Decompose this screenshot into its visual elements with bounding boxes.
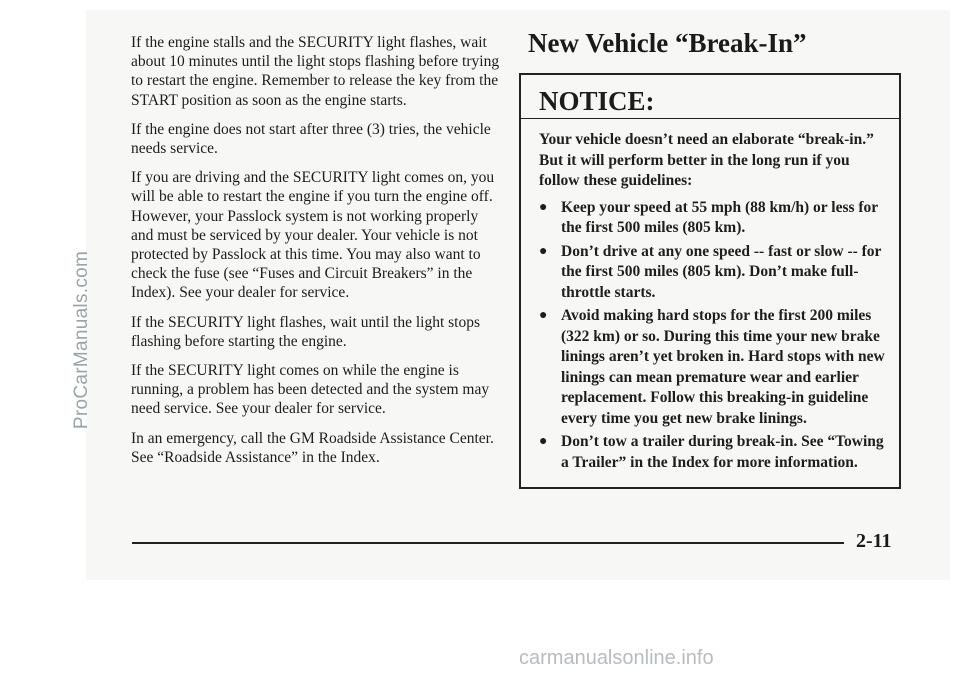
paragraph-emergency: In an emergency, call the GM Roadside Assistance Center. See “Roadside Assistance” in the Index. xyxy=(131,429,494,466)
list-item xyxy=(539,432,885,473)
footer-rule xyxy=(132,542,844,544)
bullet-icon: ● xyxy=(539,308,548,323)
list-item xyxy=(539,198,885,239)
page-number: 2-11 xyxy=(856,530,892,552)
side-watermark: ProCarManuals.com xyxy=(71,250,92,430)
list-item-text: Avoid making hard stops for the first 200 miles (322 km) or so. During this time your new brake linings aren’t yet broken in. Hard stops with new linings can mean premature wear and earlier replacement. Follow this breaking-in guideline every time you get new brake linings. xyxy=(561,307,885,427)
notice-title: NOTICE: xyxy=(521,75,899,119)
bottom-watermark: carmanualsonline.info xyxy=(519,647,714,669)
paragraph-three-tries: If the engine does not start after three (3) tries, the vehicle needs service. xyxy=(131,120,491,158)
paragraph-security-light-flashes: If the SECURITY light flashes, wait until the light stops flashing before starting the engine. xyxy=(131,313,481,350)
paragraph-problem-detected: If the SECURITY light comes on while the engine is running, a problem has been detected and the system may need service. See your dealer for service. xyxy=(131,362,490,418)
list-item-text: Don’t tow a trailer during break-in. See “Towing a Trailer” in the Index for more information. xyxy=(561,433,884,471)
paragraph-engine-stalls: If the engine stalls and the SECURITY light flashes, wait about 10 minutes until the light stops flashing before trying to restart the engine. Remember to release the key from the START position as soon as the engine starts. xyxy=(131,34,500,109)
list-item-text: Don’t drive at any one speed -- fast or slow -- for the first 500 miles (805 km). Don’t make full-throttle starts. xyxy=(561,242,882,301)
notice-intro: Your vehicle doesn’t need an elaborate “break-in.” But it will perform better in the long run if you follow these guidelines: xyxy=(539,131,874,189)
list-item xyxy=(539,242,885,304)
notice-body xyxy=(521,119,899,473)
guideline-list xyxy=(539,198,885,474)
bullet-icon: ● xyxy=(539,243,548,259)
bullet-icon: ● xyxy=(539,434,548,449)
bullet-icon: ● xyxy=(539,199,548,215)
list-item xyxy=(539,306,885,429)
notice-box xyxy=(519,73,901,489)
list-item-text: Keep your speed at 55 mph (88 km/h) or less for the first 500 miles (805 km). xyxy=(561,198,878,236)
section-heading: New Vehicle “Break-In” xyxy=(528,28,807,58)
paragraph-security-light-on: If you are driving and the SECURITY light comes on, you will be able to restart the engine if you turn the engine off. However, your Passlock system is not working properly and must be serviced by your dealer. Your vehicle is not protected by Passlock at this time. You may also want to check the fuse (see “Fuses and Circuit Breakers” in the Index). See your dealer for service. xyxy=(131,169,495,302)
left-text-column xyxy=(131,33,503,477)
